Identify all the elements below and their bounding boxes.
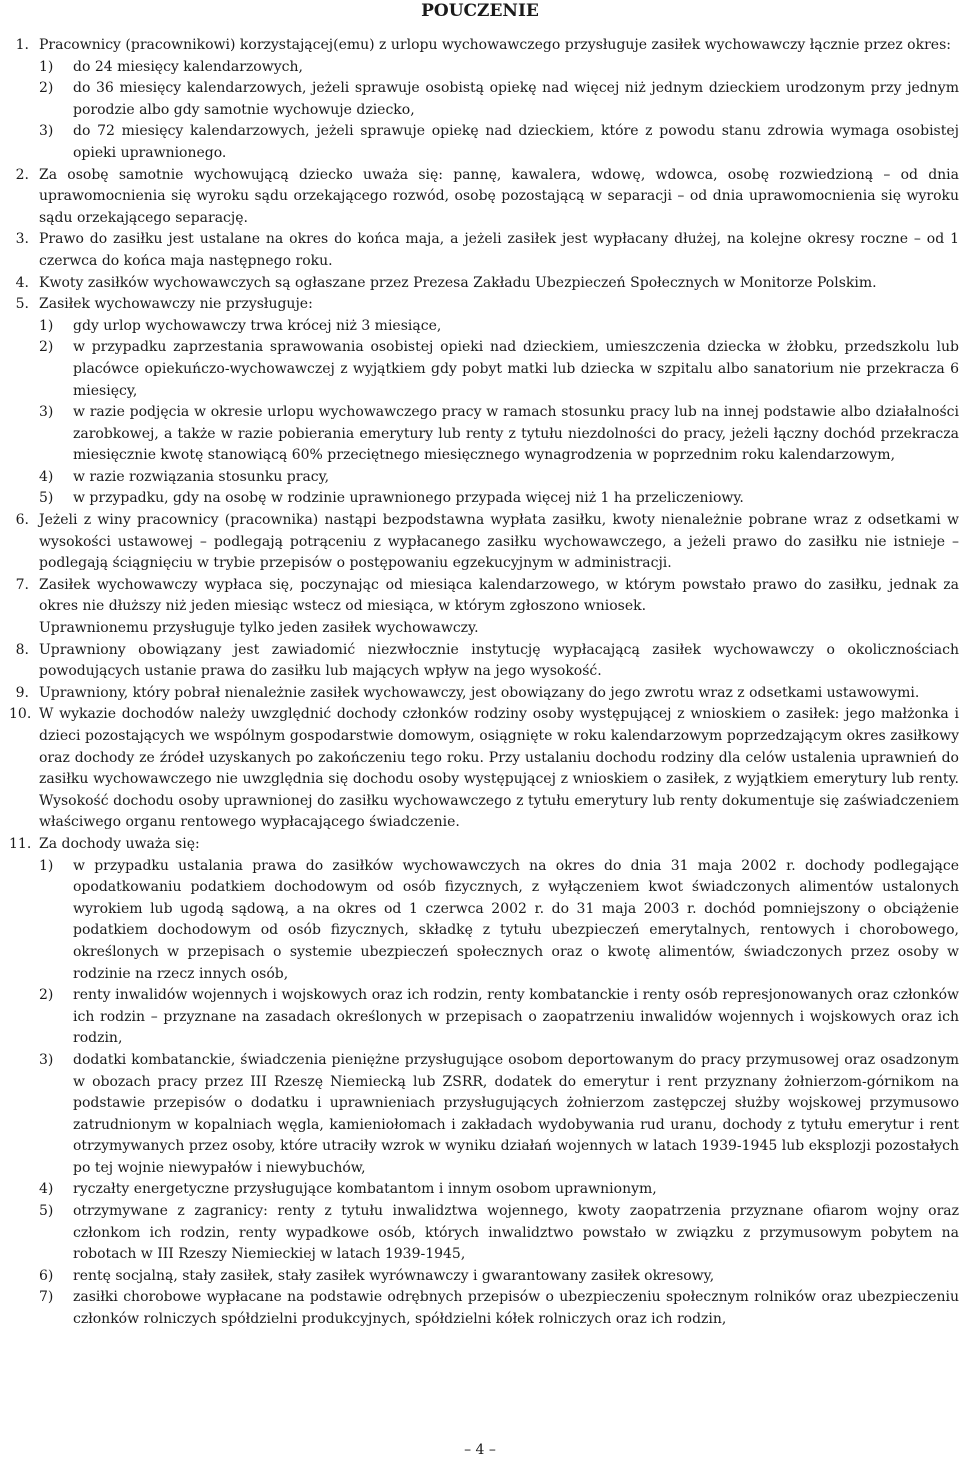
sub-point <box>9 316 959 338</box>
sub-point <box>9 467 959 489</box>
sub-point-number: 5) <box>39 1203 54 1220</box>
point-text: Zasiłek wychowawczy nie przysługuje: <box>39 296 313 313</box>
sub-point-text: do 72 miesięcy kalendarzowych, jeżeli sprawuje opiekę nad dzieckiem, które z powodu stanu zdrowia wymaga osobistej opieki uprawnionego. <box>73 123 959 161</box>
point-text: Uprawniony obowiązany jest zawiadomić niezwłocznie instytucję wypłacającą zasiłek wychowawczy o okolicznościach powodujących ustanie prawa do zasiłku lub mających wpływ na jego wysokość. <box>39 641 959 680</box>
sub-point <box>9 1179 959 1201</box>
point-text: Prawo do zasiłku jest ustalane na okres do końca maja, a jeżeli zasiłek jest wypłacany dłużej, na kolejne okresy roczne – od 1 czerwca do końca maja następnego roku. <box>39 231 959 269</box>
instruction-point <box>9 35 959 57</box>
point-text: Jeżeli z winy pracownicy (pracownika) nastąpi bezpodstawna wypłata zasiłku, kwoty nienależnie pobrane wraz z odsetkami w wysokości ustawowej – podlegają potrąceniu z wypłacanego zasiłku wychowawczego, a jeżeli prawo do zasiłku nie istnieje – podlegają ściągnięciu w trybie przepisów o postępowaniu egzekucyjnym w administracji. <box>39 512 959 572</box>
sub-point-number: 1) <box>39 317 54 334</box>
sub-point-text: do 24 miesięcy kalendarzowych, <box>73 58 303 75</box>
sub-point-text: w razie podjęcia w okresie urlopu wychowawczego pracy w ramach stosunku pracy lub na innej podstawie albo działalności zarobkowej, a także w razie pobierania emerytury lub renty z tytułu niezdolności do pracy, jeżeli łączny dochód przekracza miesięcznie kwotę stanowiącą 60% przeciętnego miesięcznego wynagrodzenia w poprzednim roku kalendarzowym, <box>73 404 959 464</box>
sub-point-text: w przypadku, gdy na osobę w rodzinie uprawnionego przypada więcej niż 1 ha przeliczeniowy. <box>73 490 744 507</box>
point-number: 2. <box>15 166 29 183</box>
point-text: Za osobę samotnie wychowującą dziecko uważa się: pannę, kawalera, wdowę, wdowca, osobę rozwiedzioną – od dnia uprawomocnienia się wyroku sądu orzekającego rozwód, osobę pozostającą w separacji – od dnia uprawomocnienia się wyroku sądu orzekającego separację. <box>39 166 959 226</box>
sub-point-number: 4) <box>39 468 54 485</box>
point-text: Kwoty zasiłków wychowawczych są ogłaszane przez Prezesa Zakładu Ubezpieczeń Społecznych w Monitorze Polskim. <box>39 274 877 291</box>
sub-point <box>9 337 959 402</box>
sub-point <box>9 402 959 467</box>
sub-point-number: 4) <box>39 1181 54 1198</box>
point-number: 11. <box>9 835 32 852</box>
point-text: Uprawniony, który pobrał nienależnie zasiłek wychowawczy, jest obowiązany do jego zwrotu wraz z odsetkami ustawowymi. <box>39 684 920 701</box>
instruction-point <box>9 294 959 316</box>
sub-point-text: w przypadku zaprzestania sprawowania osobistej opieki nad dzieckiem, umieszczenia dziecka w żłobku, przedszkolu lub placówce opiekuńczo-wychowawczej z wyjątkiem gdy pobyt matki lub dziecka w szpitalu albo sanatorium nie przekracza 6 miesięcy, <box>73 339 959 399</box>
point-text: Za dochody uważa się: <box>39 835 200 852</box>
instruction-point <box>9 229 959 272</box>
sub-point-number: 3) <box>39 123 54 140</box>
point-text: Zasiłek wychowawczy wypłaca się, poczynając od miesiąca kalendarzowego, w którym powstało prawo do zasiłku, jednak za okres nie dłuższy niż jeden miesiąc wstecz od miesiąca, w którym zgłoszono wniosek. <box>39 576 959 615</box>
sub-point-text: rentę socjalną, stały zasiłek, stały zasiłek wyrównawczy i gwarantowany zasiłek okresowy, <box>73 1267 715 1284</box>
point-number: 4. <box>15 274 29 291</box>
sub-point-text: w przypadku ustalania prawa do zasiłków wychowawczych na okres do dnia 31 maja 2002 r. dochody podlegające opodatkowaniu podatkiem dochodowym od osób fizycznych, z wyłączeniem kwot świadczonych alimentów ustalonych wyrokiem lub ugodą sądową, a na okres od 1 czerwca 2002 r. do 31 maja 2003 r. dochód pomniejszony o obciążenie podatkiem dochodowym od osób fizycznych, składkę z tytułu ubezpieczeń emerytalnych, rentowych i chorobowego, określonych w przepisach o systemie ubezpieczeń społecznych oraz o kwotę alimentów, świadczonych przez osoby w rodzinie na rzecz innych osób, <box>73 857 959 982</box>
page-number: – 4 – <box>464 1442 496 1458</box>
sub-point-number: 6) <box>39 1267 54 1284</box>
point-number: 5. <box>15 296 29 313</box>
sub-point-number: 7) <box>39 1289 54 1306</box>
point-number: 8. <box>15 641 29 658</box>
sub-point <box>9 856 959 986</box>
instruction-point <box>9 510 959 575</box>
sub-point-text: otrzymywane z zagranicy: renty z tytułu inwalidztwa wojennego, kwoty zaopatrzenia przyznane ofiarom wojny oraz członkom ich rodzin, renty wypadkowe osób, których inwalidztwo powstało w związku z przymusowym pobytem na robotach w III Rzeszy Niemieckiej w latach 1939-1945, <box>73 1203 959 1263</box>
instruction-point <box>9 640 959 683</box>
sub-point <box>9 985 959 1050</box>
sub-point <box>9 1050 959 1180</box>
sub-point-number: 1) <box>39 857 54 874</box>
sub-point <box>9 57 959 79</box>
sub-point <box>9 121 959 164</box>
point-note: Uprawnionemu przysługuje tylko jeden zasiłek wychowawczy. <box>39 620 479 637</box>
sub-point <box>9 78 959 121</box>
point-number: 1. <box>15 37 29 53</box>
instruction-point <box>9 575 959 618</box>
point-number: 10. <box>9 706 32 723</box>
point-text: W wykazie dochodów należy uwzględnić dochody członków rodziny osoby występującej z wnioskiem o zasiłek: jego małżonka i dzieci pozostających we wspólnym gospodarstwie domowym, osiągnięte w roku kalendarzowym poprzedzającym okres zasiłkowy oraz dochody ze źródeł uzyskanych po zakończeniu tego roku. Przy ustalaniu dochodu rodziny dla celów ustalenia uprawnień do zasiłku wychowawczego nie uwzględnia się dochodu osoby występującej z wnioskiem o zasiłek, z wyjątkiem emerytury lub renty. Wysokość dochodu osoby uprawnionej do zasiłku wychowawczego z tytułu emerytury lub renty dokumentuje się zaświadczeniem właściwego organu rentowego wypłacającego świadczenie. <box>39 706 959 831</box>
sub-point <box>9 488 959 510</box>
sub-point-number: 2) <box>39 987 54 1004</box>
sub-point <box>9 1287 959 1330</box>
sub-point-text: gdy urlop wychowawczy trwa krócej niż 3 miesiące, <box>73 317 442 334</box>
instruction-point <box>9 273 959 295</box>
sub-point-number: 2) <box>39 339 54 356</box>
point-text: Pracownicy (pracownikowi) korzystającej(emu) z urlopu wychowawczego przysługuje zasiłek wychowawczy łącznie przez okres: <box>39 37 951 53</box>
point-number: 3. <box>15 231 29 248</box>
instruction-point <box>9 165 959 230</box>
instruction-point <box>9 704 959 834</box>
point-number: 9. <box>15 684 29 701</box>
sub-point-number: 2) <box>39 80 54 97</box>
sub-point-text: dodatki kombatanckie, świadczenia pieniężne przysługujące osobom deportowanym do pracy przymusowej oraz osadzonym w obozach pracy przez III Rzeszę Niemiecką lub ZSRR, dodatek do emerytur i rent przyznany żołnierzom-górnikom na podstawie przepisów o dodatku i uprawnieniach przysługujących żołnierzom zastępczej służby wojskowej przymusowo zatrudnionym w kopalniach węgla, kamieniołomach i zakładach wydobywania rud uranu, dochody z tytułu emerytur i rent otrzymywanych przez osoby, które utraciły wzrok w wyniku działań wojennych w latach 1939-1945 lub eksplozji pozostałych po tej wojnie niewypałów i niewybuchów, <box>73 1051 959 1176</box>
point-number: 7. <box>15 576 29 593</box>
point-number: 6. <box>15 512 29 529</box>
sub-point-number: 3) <box>39 404 54 421</box>
instruction-point <box>9 683 959 705</box>
sub-point-text: do 36 miesięcy kalendarzowych, jeżeli sprawuje osobistą opiekę nad więcej niż jednym dzieckiem urodzonym przy jednym porodzie albo gdy samotnie wychowuje dziecko, <box>73 80 959 118</box>
sub-point-number: 5) <box>39 490 54 507</box>
sub-point-text: w razie rozwiązania stosunku pracy, <box>73 468 330 485</box>
sub-point <box>9 1201 959 1266</box>
sub-point <box>9 1266 959 1288</box>
sub-point-text: zasiłki chorobowe wypłacane na podstawie odrębnych przepisów o ubezpieczeniu społecznym rolników oraz ubezpieczeniu członków rolniczych spółdzielni produkcyjnych, spółdzielni kółek rolniczych oraz ich rodzin, <box>73 1289 959 1328</box>
instructions-list <box>9 35 959 1331</box>
sub-point-number: 1) <box>39 58 54 75</box>
sub-point-text: ryczałty energetyczne przysługujące kombatantom i innym osobom uprawnionym, <box>73 1181 657 1198</box>
sub-point-text: renty inwalidów wojennych i wojskowych oraz ich rodzin, renty kombatanckie i renty osób represjonowanych oraz członków ich rodzin – przyznane na zasadach określonych w przepisach o zaopatrzeniu inwalidów wojennych i wojskowych oraz ich rodzin, <box>73 987 959 1047</box>
instruction-point <box>9 834 959 856</box>
sub-point-number: 3) <box>39 1051 54 1068</box>
document-title: POUCZENIE <box>421 1 539 21</box>
